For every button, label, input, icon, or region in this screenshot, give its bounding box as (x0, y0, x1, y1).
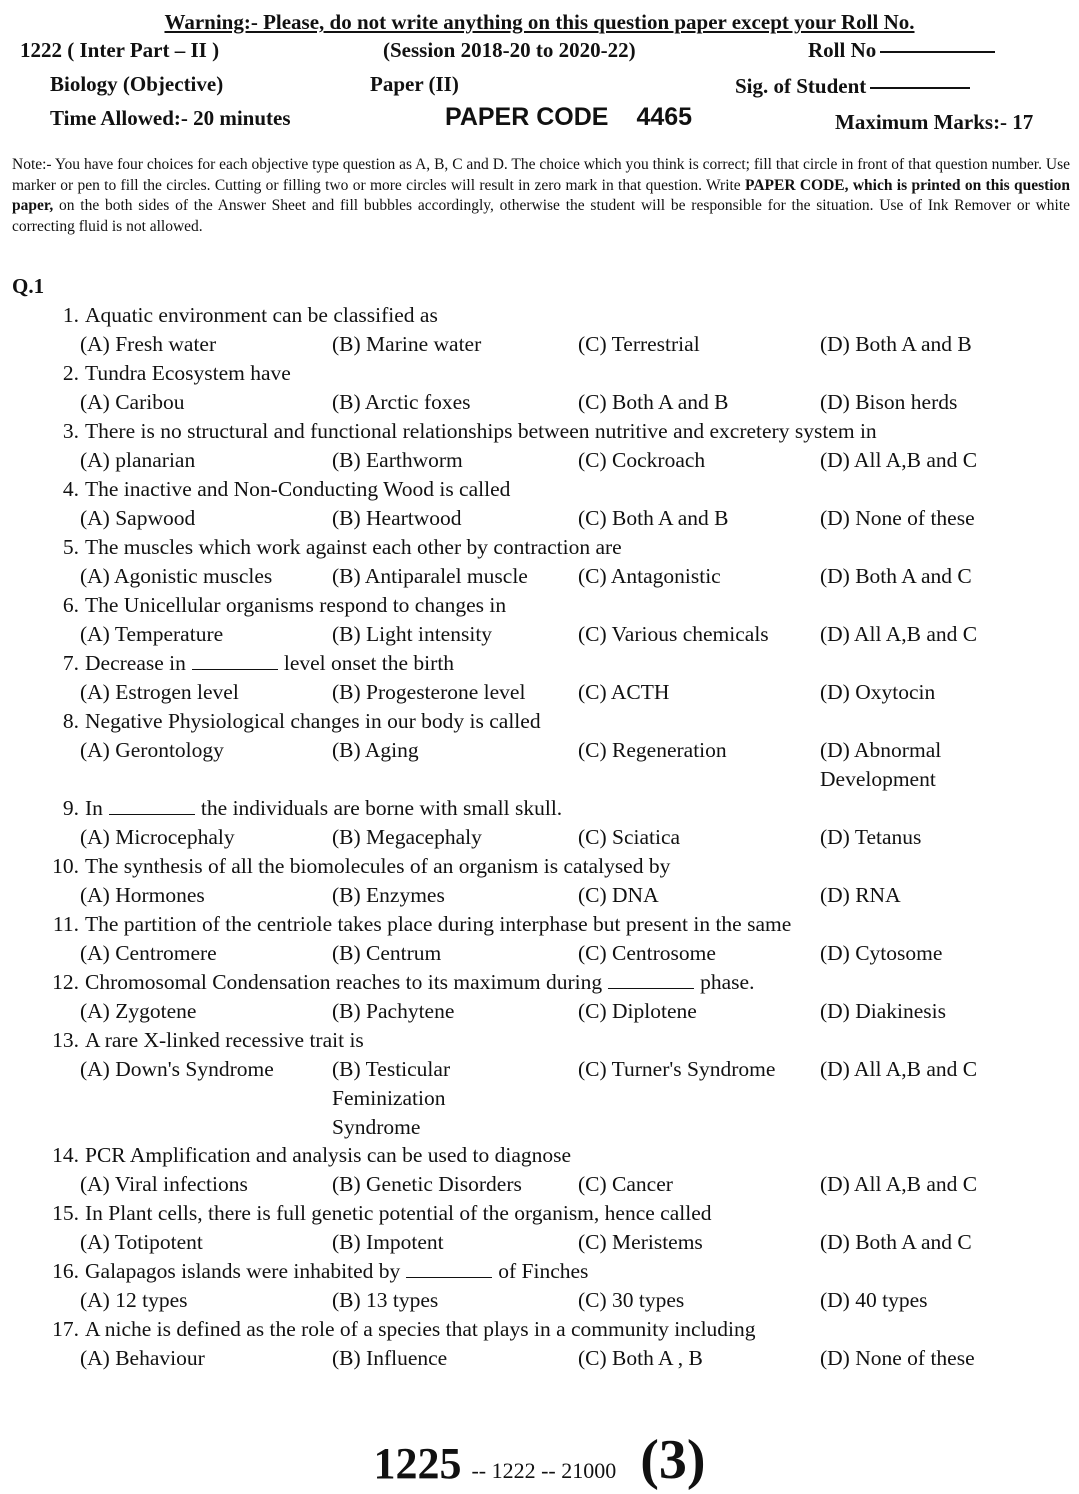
question-text: The muscles which work against each other by contraction are (85, 535, 622, 559)
roll-no-label: Roll No (808, 38, 877, 62)
question-text: Negative Physiological changes in our body is called (85, 709, 541, 733)
question-text: Aquatic environment can be classified as (85, 303, 438, 327)
option-row (0, 330, 1079, 359)
option-a: (A) Sapwood (80, 506, 196, 530)
question-stem (0, 591, 1079, 620)
option-c: (C) Cancer (578, 1172, 673, 1196)
question-item (0, 852, 1079, 910)
option-d: (D) Both A and C (820, 564, 972, 588)
option-row (0, 678, 1079, 707)
fill-blank (608, 970, 694, 989)
option-row (0, 1170, 1079, 1199)
question-number: 14. (52, 1143, 79, 1167)
option-d: (D) All A,B and C (820, 622, 978, 646)
option-d: (D) None of these (820, 506, 975, 530)
question-text: In Plant cells, there is full genetic potential of the organism, hence called (85, 1201, 712, 1225)
question-text: Chromosomal Condensation reaches to its maximum during phase. (85, 970, 755, 994)
option-c: (C) 30 types (578, 1288, 685, 1312)
fill-blank (109, 796, 195, 815)
question-stem (0, 475, 1079, 504)
question-stem (0, 968, 1079, 997)
question-number: 6. (62, 593, 79, 617)
footer-mid: -- 1222 -- 21000 (471, 1458, 617, 1483)
question-item (0, 1199, 1079, 1257)
question-text: Tundra Ecosystem have (85, 361, 291, 385)
question-item (0, 475, 1079, 533)
option-b: (B) Marine water (332, 332, 482, 356)
question-number: 3. (62, 419, 79, 443)
question-stem (0, 910, 1079, 939)
question-stem (0, 649, 1079, 678)
paper-code (445, 103, 692, 132)
option-b: (B) Earthworm (332, 448, 463, 472)
option-d: (D) None of these (820, 1346, 975, 1370)
maximum-marks: Maximum Marks:- 17 (835, 110, 1034, 134)
option-row (0, 504, 1079, 533)
option-a: (A) Estrogen level (80, 680, 239, 704)
option-b: (B) Light intensity (332, 622, 493, 646)
option-b: (B) Impotent (332, 1230, 444, 1254)
question-number: 13. (52, 1028, 79, 1052)
signature-label: Sig. of Student (735, 74, 867, 98)
roll-no-field[interactable] (808, 38, 995, 63)
option-c: (C) Both A and B (578, 390, 729, 414)
question-text: There is no structural and functional relationships between nutritive and excretery system in (85, 419, 877, 443)
option-a: (A) Behaviour (80, 1346, 205, 1370)
option-a: (A) Centromere (80, 941, 217, 965)
question-text: In the individuals are borne with small skull. (85, 796, 563, 820)
question-stem (0, 794, 1079, 823)
question-text: The Unicellular organisms respond to changes in (85, 593, 507, 617)
question-number: 4. (62, 477, 79, 501)
question-text: A niche is defined as the role of a species that plays in a community including (85, 1317, 756, 1341)
option-c: (C) Regeneration (578, 738, 727, 762)
option-row (0, 939, 1079, 968)
question-number: 2. (62, 361, 79, 385)
option-d: (D) 40 types (820, 1288, 928, 1312)
question-item (0, 649, 1079, 707)
question-number: 1. (62, 303, 79, 327)
option-c: (C) Turner's Syndrome (578, 1057, 776, 1081)
option-c: (C) Antagonistic (578, 564, 721, 588)
option-c: (C) DNA (578, 883, 659, 907)
option-a: (A) Viral infections (80, 1172, 248, 1196)
option-b: (B) Progesterone level (332, 680, 526, 704)
note-emphasis: PAPER CODE, which is printed on this question paper, (12, 176, 1070, 214)
question-text: Decrease in level onset the birth (85, 651, 455, 675)
option-d: (D) All A,B and C (820, 1057, 978, 1081)
question-stem (0, 1199, 1079, 1228)
exam-code-line: 1222 ( Inter Part – II ) (20, 38, 220, 62)
option-a: (A) planarian (80, 448, 196, 472)
option-b: (B) Heartwood (332, 506, 462, 530)
option-a: (A) Agonistic muscles (80, 564, 273, 588)
option-d: (D) Tetanus (820, 825, 922, 849)
footer-main: 1225 (373, 1439, 462, 1488)
option-row (0, 446, 1079, 475)
option-row (0, 1228, 1079, 1257)
option-c: (C) Various chemicals (578, 622, 769, 646)
footer-code (0, 1428, 1079, 1492)
section-label: Q.1 (12, 274, 45, 298)
question-item (0, 968, 1079, 1026)
option-row (0, 388, 1079, 417)
option-a: (A) Zygotene (80, 999, 197, 1023)
option-a: (A) Gerontology (80, 738, 224, 762)
question-stem (0, 707, 1079, 736)
question-item (0, 591, 1079, 649)
question-item (0, 533, 1079, 591)
option-c: (C) Cockroach (578, 448, 706, 472)
question-number: 10. (52, 854, 79, 878)
question-stem (0, 359, 1079, 388)
question-text: Galapagos islands were inhabited by of Finches (85, 1259, 589, 1283)
question-number: 17. (52, 1317, 79, 1341)
question-number: 5. (62, 535, 79, 559)
fill-blank (192, 651, 278, 670)
option-c: (C) Both A , B (578, 1346, 703, 1370)
question-item (0, 417, 1079, 475)
option-c: (C) Meristems (578, 1230, 703, 1254)
paper-line: Paper (II) (370, 72, 459, 96)
question-stem (0, 1026, 1079, 1055)
question-item (0, 1315, 1079, 1373)
option-b: (B) Aging (332, 738, 419, 762)
question-item (0, 910, 1079, 968)
question-item (0, 359, 1079, 417)
option-b: (B) Influence (332, 1346, 448, 1370)
option-d: (D) All A,B and C (820, 448, 978, 472)
paper-code-label: PAPER CODE (445, 103, 609, 131)
roll-no-line (880, 51, 995, 53)
question-stem (0, 301, 1079, 330)
subject-line: Biology (Objective) (50, 72, 224, 96)
question-number: 16. (52, 1259, 79, 1283)
option-row (0, 1344, 1079, 1373)
question-text: The synthesis of all the biomolecules of an organism is catalysed by (85, 854, 671, 878)
option-b: (B) Testicular Feminization Syndrome (332, 1057, 451, 1139)
question-number: 11. (52, 912, 79, 936)
option-row (0, 881, 1079, 910)
option-row (0, 1286, 1079, 1315)
option-c: (C) Diplotene (578, 999, 697, 1023)
option-c: (C) Centrosome (578, 941, 716, 965)
warning-line: Warning:- Please, do not write anything on this question paper except your Roll No. (164, 10, 915, 34)
option-d: (D) Both A and C (820, 1230, 972, 1254)
option-row (0, 997, 1079, 1026)
footer-page: (3) (640, 1429, 706, 1491)
question-item (0, 1257, 1079, 1315)
option-b: (B) Megacephaly (332, 825, 482, 849)
option-d: (D) Both A and B (820, 332, 972, 356)
option-row (0, 736, 1079, 794)
option-c: (C) Sciatica (578, 825, 681, 849)
question-list (0, 301, 1079, 1373)
question-text: PCR Amplification and analysis can be used to diagnose (85, 1143, 572, 1167)
signature-line (870, 87, 970, 89)
paper-code-value: 4465 (636, 103, 693, 131)
question-text: The inactive and Non-Conducting Wood is called (85, 477, 511, 501)
question-stem (0, 417, 1079, 446)
option-b: (B) Pachytene (332, 999, 455, 1023)
question-item (0, 301, 1079, 359)
question-text: The partition of the centriole takes place during interphase but present in the same (85, 912, 792, 936)
question-number: 8. (62, 709, 79, 733)
option-row (0, 1055, 1079, 1141)
option-d: (D) Cytosome (820, 941, 943, 965)
question-stem (0, 1315, 1079, 1344)
option-b: (B) Enzymes (332, 883, 445, 907)
option-d: (D) All A,B and C (820, 1172, 978, 1196)
question-number: 15. (52, 1201, 79, 1225)
option-a: (A) Totipotent (80, 1230, 203, 1254)
option-row (0, 562, 1079, 591)
option-c: (C) Terrestrial (578, 332, 700, 356)
question-item (0, 1141, 1079, 1199)
option-a: (A) 12 types (80, 1288, 188, 1312)
option-row (0, 620, 1079, 649)
option-a: (A) Caribou (80, 390, 185, 414)
option-b: (B) Antiparalel muscle (332, 564, 528, 588)
question-number: 7. (62, 651, 79, 675)
option-a: (A) Fresh water (80, 332, 217, 356)
option-c: (C) ACTH (578, 680, 670, 704)
question-stem (0, 533, 1079, 562)
question-text: A rare X-linked recessive trait is (85, 1028, 364, 1052)
option-b: (B) 13 types (332, 1288, 439, 1312)
time-allowed: Time Allowed:- 20 minutes (50, 106, 291, 130)
signature-field[interactable] (735, 74, 970, 99)
question-number: 12. (52, 970, 79, 994)
session-line: (Session 2018-20 to 2020-22) (383, 38, 636, 62)
option-a: (A) Hormones (80, 883, 205, 907)
question-item (0, 707, 1079, 794)
question-item (0, 1026, 1079, 1141)
option-d: (D) Bison herds (820, 390, 958, 414)
option-a: (A) Microcephaly (80, 825, 235, 849)
option-row (0, 823, 1079, 852)
option-c: (C) Both A and B (578, 506, 729, 530)
fill-blank (406, 1259, 492, 1278)
question-stem (0, 852, 1079, 881)
option-b: (B) Arctic foxes (332, 390, 471, 414)
option-b: (B) Centrum (332, 941, 442, 965)
question-number: 9. (62, 796, 79, 820)
option-a: (A) Down's Syndrome (80, 1057, 274, 1081)
option-d: (D) Diakinesis (820, 999, 946, 1023)
question-stem (0, 1141, 1079, 1170)
option-d: (D) Abnormal Development (820, 738, 942, 791)
option-d: (D) RNA (820, 883, 901, 907)
question-stem (0, 1257, 1079, 1286)
option-b: (B) Genetic Disorders (332, 1172, 522, 1196)
option-d: (D) Oxytocin (820, 680, 936, 704)
question-item (0, 794, 1079, 852)
instructions-note: Note:- You have four choices for each objective type question as A, B, C and D. The choice which you think is correct; fill that circle in front of that question number. Use marker or pen to fill the circles. Cutting or filling two or more circles will result in zero mark in that question. Write PAPER CODE, which is printed on this question paper, on the both sides of the Answer Sheet and fill bubbles accordingly, otherwise the student will be responsible for the situation. Use of Ink Remover or white correcting fluid is not allowed. (12, 156, 1070, 235)
option-a: (A) Temperature (80, 622, 224, 646)
